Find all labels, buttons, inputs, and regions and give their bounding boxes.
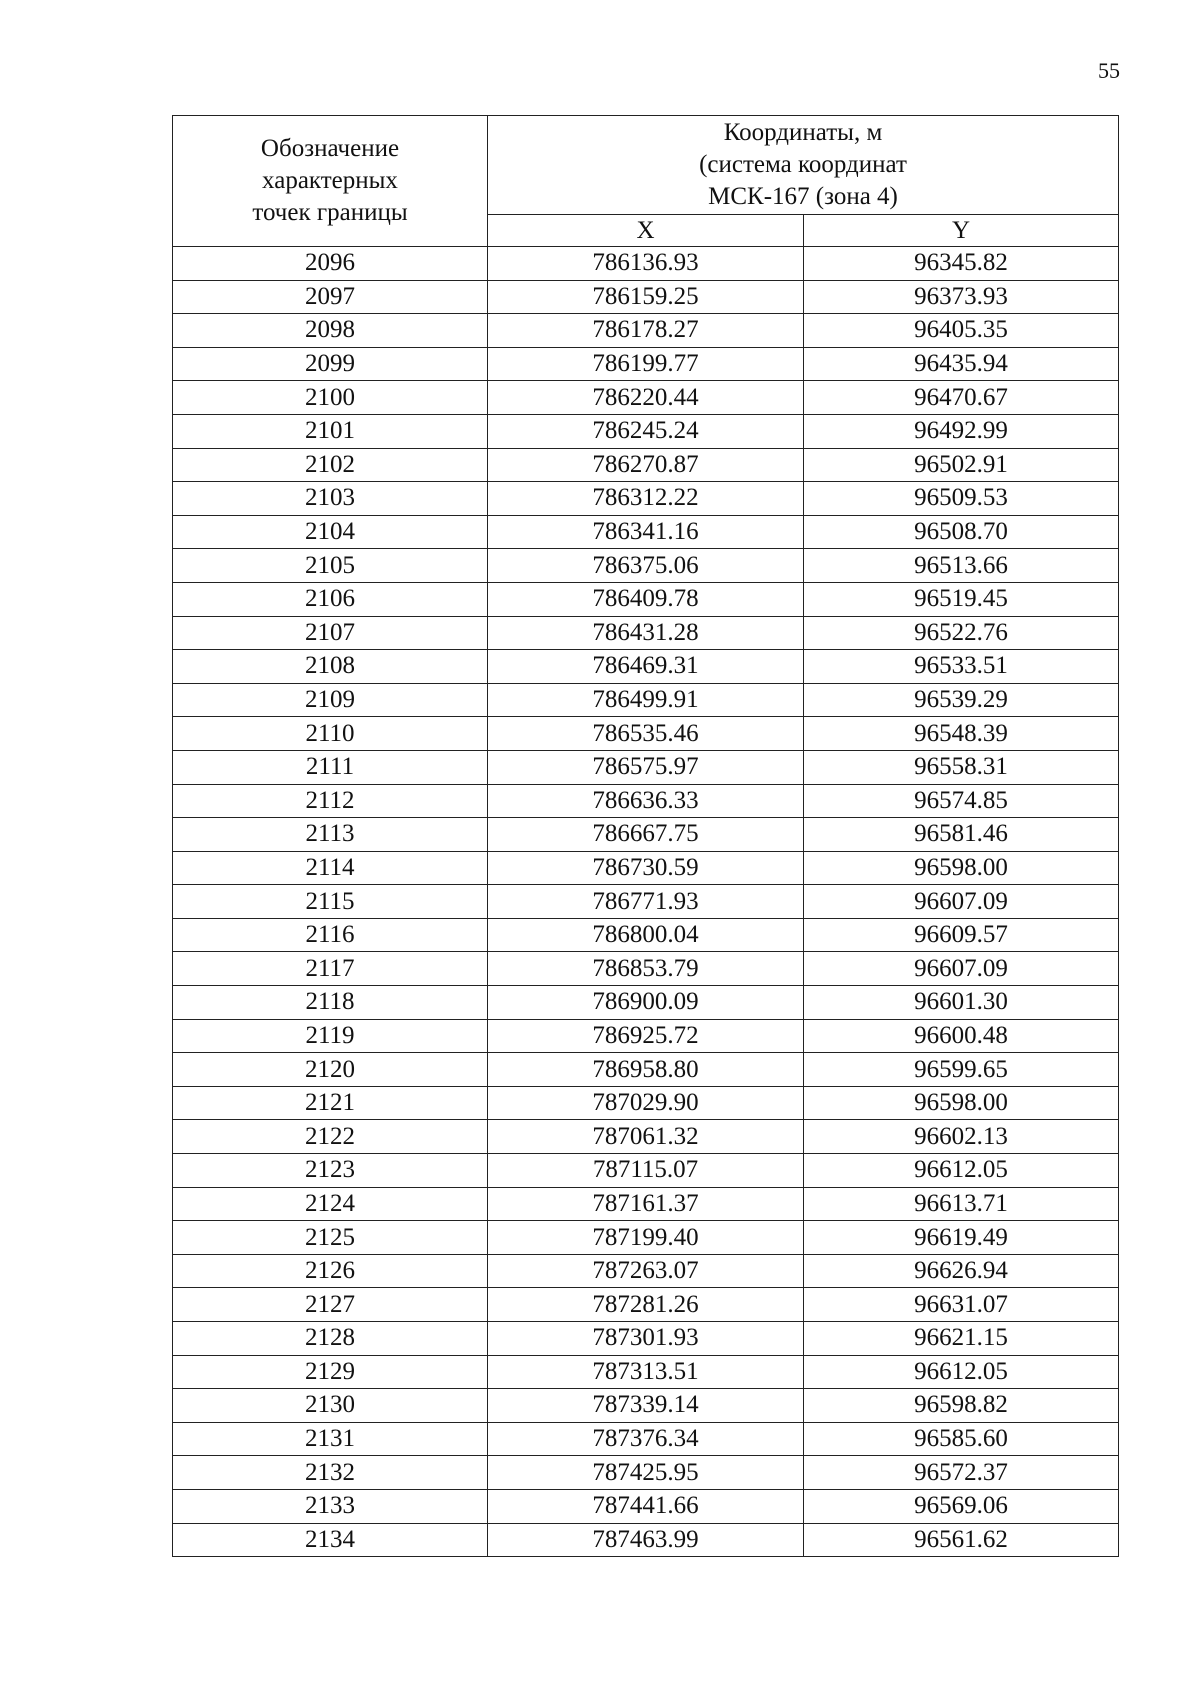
cell-y: 96470.67: [804, 381, 1119, 415]
cell-x: 786178.27: [488, 314, 804, 348]
cell-y: 96613.71: [804, 1187, 1119, 1221]
cell-x: 786245.24: [488, 414, 804, 448]
cell-x: 787115.07: [488, 1154, 804, 1188]
header-coords-line-3: МСК-167 (зона 4): [708, 183, 898, 210]
header-coords-line-2: (система координат: [699, 151, 907, 178]
cell-point: 2125: [173, 1221, 488, 1255]
cell-x: 786431.28: [488, 616, 804, 650]
cell-point: 2117: [173, 952, 488, 986]
cell-point: 2115: [173, 885, 488, 919]
table-row: [173, 1086, 1119, 1120]
cell-x: 786958.80: [488, 1053, 804, 1087]
header-point-line-3: точек границы: [252, 199, 408, 226]
cell-y: 96509.53: [804, 482, 1119, 516]
table-row: [173, 515, 1119, 549]
cell-y: 96405.35: [804, 314, 1119, 348]
cell-point: 2096: [173, 247, 488, 281]
cell-x: 786667.75: [488, 818, 804, 852]
cell-x: 786853.79: [488, 952, 804, 986]
cell-x: 786730.59: [488, 851, 804, 885]
table-row: [173, 918, 1119, 952]
header-point-line-2: характерных: [262, 167, 398, 194]
cell-x: 787263.07: [488, 1254, 804, 1288]
cell-point: 2108: [173, 650, 488, 684]
cell-point: 2131: [173, 1422, 488, 1456]
table-row: [173, 381, 1119, 415]
cell-x: 786375.06: [488, 549, 804, 583]
cell-y: 96621.15: [804, 1322, 1119, 1356]
cell-x: 786220.44: [488, 381, 804, 415]
cell-y: 96585.60: [804, 1422, 1119, 1456]
cell-point: 2130: [173, 1389, 488, 1423]
header-coords-line-1: Координаты, м: [723, 119, 883, 146]
table-row: [173, 717, 1119, 751]
cell-y: 96600.48: [804, 1019, 1119, 1053]
cell-y: 96502.91: [804, 448, 1119, 482]
cell-x: 786409.78: [488, 582, 804, 616]
cell-y: 96522.76: [804, 616, 1119, 650]
cell-x: 786499.91: [488, 683, 804, 717]
cell-x: 786159.25: [488, 280, 804, 314]
cell-x: 787301.93: [488, 1322, 804, 1356]
header-point-line-1: Обозначение: [260, 135, 400, 162]
table-row: [173, 247, 1119, 281]
table-row: [173, 1523, 1119, 1557]
cell-point: 2113: [173, 818, 488, 852]
table-row: [173, 1389, 1119, 1423]
table-row: [173, 582, 1119, 616]
cell-x: 787281.26: [488, 1288, 804, 1322]
cell-x: 787061.32: [488, 1120, 804, 1154]
cell-x: 786312.22: [488, 482, 804, 516]
table-row: [173, 750, 1119, 784]
table-row: [173, 952, 1119, 986]
table-row: [173, 650, 1119, 684]
cell-y: 96609.57: [804, 918, 1119, 952]
cell-x: 786341.16: [488, 515, 804, 549]
table-row: [173, 1187, 1119, 1221]
cell-y: 96581.46: [804, 818, 1119, 852]
table-row: [173, 1322, 1119, 1356]
cell-point: 2132: [173, 1456, 488, 1490]
table-row: [173, 314, 1119, 348]
cell-y: 96612.05: [804, 1355, 1119, 1389]
cell-point: 2109: [173, 683, 488, 717]
cell-y: 96539.29: [804, 683, 1119, 717]
cell-y: 96513.66: [804, 549, 1119, 583]
cell-y: 96572.37: [804, 1456, 1119, 1490]
cell-y: 96533.51: [804, 650, 1119, 684]
cell-point: 2127: [173, 1288, 488, 1322]
cell-point: 2107: [173, 616, 488, 650]
table-row: [173, 616, 1119, 650]
cell-x: 786199.77: [488, 347, 804, 381]
cell-point: 2126: [173, 1254, 488, 1288]
cell-point: 2124: [173, 1187, 488, 1221]
cell-y: 96548.39: [804, 717, 1119, 751]
cell-x: 786136.93: [488, 247, 804, 281]
cell-x: 787425.95: [488, 1456, 804, 1490]
cell-y: 96561.62: [804, 1523, 1119, 1557]
cell-x: 786925.72: [488, 1019, 804, 1053]
cell-x: 786535.46: [488, 717, 804, 751]
cell-x: 786636.33: [488, 784, 804, 818]
cell-point: 2134: [173, 1523, 488, 1557]
header-coordinates: [488, 116, 1119, 215]
cell-y: 96492.99: [804, 414, 1119, 448]
cell-point: 2110: [173, 717, 488, 751]
table-row: [173, 549, 1119, 583]
cell-y: 96574.85: [804, 784, 1119, 818]
table-row: [173, 1489, 1119, 1523]
table-row: [173, 784, 1119, 818]
table-row: [173, 851, 1119, 885]
coordinates-table: [172, 115, 1119, 1557]
cell-point: 2120: [173, 1053, 488, 1087]
table-row: [173, 1154, 1119, 1188]
cell-point: 2105: [173, 549, 488, 583]
cell-y: 96612.05: [804, 1154, 1119, 1188]
cell-y: 96435.94: [804, 347, 1119, 381]
cell-x: 786771.93: [488, 885, 804, 919]
cell-x: 786575.97: [488, 750, 804, 784]
table-row: [173, 347, 1119, 381]
table-row: [173, 448, 1119, 482]
cell-y: 96569.06: [804, 1489, 1119, 1523]
cell-point: 2098: [173, 314, 488, 348]
table-row: [173, 1019, 1119, 1053]
cell-x: 787313.51: [488, 1355, 804, 1389]
table-row: [173, 1422, 1119, 1456]
header-x: X: [488, 215, 804, 247]
cell-point: 2129: [173, 1355, 488, 1389]
table-row: [173, 986, 1119, 1020]
cell-y: 96598.82: [804, 1389, 1119, 1423]
cell-y: 96607.09: [804, 885, 1119, 919]
table-row: [173, 482, 1119, 516]
cell-x: 787161.37: [488, 1187, 804, 1221]
table-row: [173, 1254, 1119, 1288]
table-row: [173, 1221, 1119, 1255]
cell-x: 787376.34: [488, 1422, 804, 1456]
cell-point: 2119: [173, 1019, 488, 1053]
table-header: [173, 116, 1119, 247]
table-row: [173, 280, 1119, 314]
cell-point: 2100: [173, 381, 488, 415]
cell-point: 2123: [173, 1154, 488, 1188]
cell-y: 96598.00: [804, 851, 1119, 885]
cell-x: 787339.14: [488, 1389, 804, 1423]
cell-x: 786800.04: [488, 918, 804, 952]
cell-x: 787441.66: [488, 1489, 804, 1523]
table-row: [173, 885, 1119, 919]
cell-point: 2121: [173, 1086, 488, 1120]
cell-y: 96602.13: [804, 1120, 1119, 1154]
cell-x: 787463.99: [488, 1523, 804, 1557]
cell-x: 787029.90: [488, 1086, 804, 1120]
cell-point: 2103: [173, 482, 488, 516]
cell-y: 96558.31: [804, 750, 1119, 784]
table-row: [173, 1053, 1119, 1087]
cell-x: 786270.87: [488, 448, 804, 482]
cell-x: 786900.09: [488, 986, 804, 1020]
header-point-designation: [173, 116, 488, 247]
page-number: 55: [1098, 58, 1120, 83]
cell-y: 96598.00: [804, 1086, 1119, 1120]
table-row: [173, 1355, 1119, 1389]
cell-y: 96601.30: [804, 986, 1119, 1020]
table-row: [173, 683, 1119, 717]
cell-point: 2114: [173, 851, 488, 885]
table-body: [173, 247, 1119, 1557]
cell-point: 2133: [173, 1489, 488, 1523]
table-row: [173, 818, 1119, 852]
cell-point: 2097: [173, 280, 488, 314]
cell-point: 2118: [173, 986, 488, 1020]
cell-y: 96373.93: [804, 280, 1119, 314]
cell-point: 2122: [173, 1120, 488, 1154]
cell-point: 2101: [173, 414, 488, 448]
table-row: [173, 1456, 1119, 1490]
cell-point: 2104: [173, 515, 488, 549]
table-row: [173, 1288, 1119, 1322]
cell-point: 2112: [173, 784, 488, 818]
cell-point: 2111: [173, 750, 488, 784]
header-y: Y: [804, 215, 1119, 247]
cell-y: 96345.82: [804, 247, 1119, 281]
cell-y: 96607.09: [804, 952, 1119, 986]
cell-point: 2102: [173, 448, 488, 482]
table-row: [173, 414, 1119, 448]
cell-y: 96519.45: [804, 582, 1119, 616]
cell-y: 96508.70: [804, 515, 1119, 549]
cell-point: 2128: [173, 1322, 488, 1356]
cell-point: 2099: [173, 347, 488, 381]
cell-y: 96599.65: [804, 1053, 1119, 1087]
cell-y: 96626.94: [804, 1254, 1119, 1288]
cell-y: 96619.49: [804, 1221, 1119, 1255]
cell-point: 2116: [173, 918, 488, 952]
cell-x: 786469.31: [488, 650, 804, 684]
cell-x: 787199.40: [488, 1221, 804, 1255]
cell-point: 2106: [173, 582, 488, 616]
cell-y: 96631.07: [804, 1288, 1119, 1322]
table-row: [173, 1120, 1119, 1154]
